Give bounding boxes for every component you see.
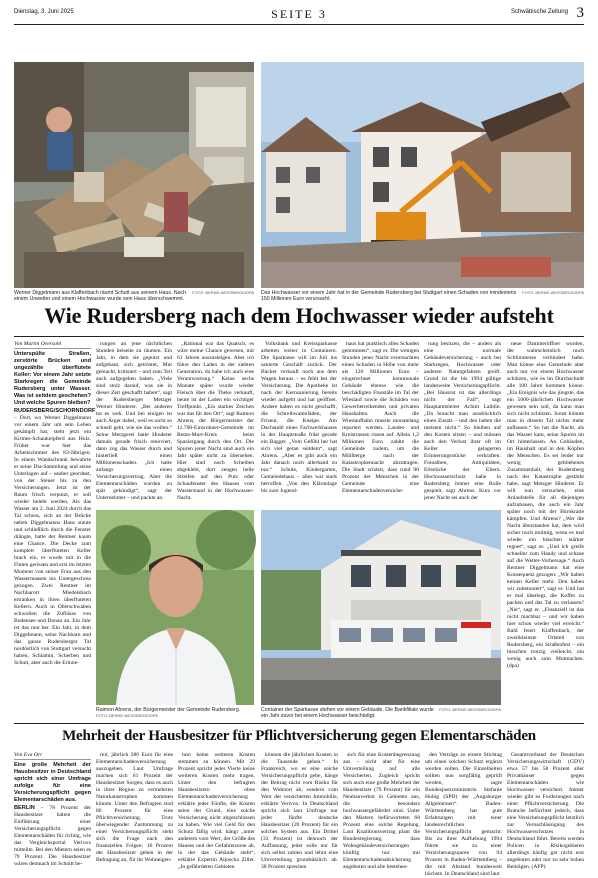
debris-image [14,62,254,288]
dateline: RUDERSBERG/SCHORNDORF [14,408,96,414]
page-number: 3 [576,5,584,21]
newspaper-name: Schwäbische Zeitung [510,9,568,15]
article-column-4: Volksbank und Kreissparkasse arbeiten weiter in Containern. Die Sparkasse will im Juli ins sanierte Geschäft zurück. Der Bäcker verkauft noch aus dem Wagen heraus – es fehlt bei der Versicherung. Die Apotheke ist nach der Kernsanierung bereits wieder aufgeht und hat geöffnet. Andere haben es nicht geschafft, die Schreibwarenläden, der Friseur, die Kneipe. Am Dachstuhl eines Fachwerkhauses in der Hauptstraße fräst gerade ein Bagger. „Vom Gefühl her hat sich viel getan seitdem“, sagt Ahrens. „Aber es gibt auch ein Jahr danach noch allerhand zu tun.“ Schule, Kindergarten, Gemeindehaus – alles war stark betroffen. „Von den Kläranlage bis zum Jugend- [261,341,337,494]
photo-demolition [261,62,584,288]
article-column-3: „Rational war das Quatsch, es wäre meine Chance gewesen, mit 61 Jahren auszusteigen. Aber ich führe den Laden in der siebten Generation, da habe ich auch eine Verantwortung.“ Keine sechs Monate später wurde wieder Fleisch über die Theke verkauft, heute ist der Laden ein wichtiger Treffpunkt. „Ein starkes Zeichen war das für den Ort“, sagt Raimon Ahrens, der Bürgermeister der 11.700-Einwohner-Gemeinde im Rems-Murr-Kreis beim Spaziergang durch den Ort. Die Spuren jener Nacht sind auch ein Jahr später nicht zu übersehen. Hier sind noch Scheiben abgeklebt, dort zeugen helle Streifen auf den Putz oder Schaufenster des Hauses vom Wasserstand in der Hochwasser-Nacht. [177,341,254,501]
article-lead: Unterspülte Straßen, zerstörte Brücken und ungezählte überflutete Keller: Vor einem Jahr setzte Starkregen die Gemeinde Rudersberg unter Wasser. Was ist seitdem geschehen? Und welche Spuren bleiben? [14,351,91,406]
article-column-7: neue Dammeröffner wurden, der wahrscheinlich noch Schlimmeres verhindert habe. Man könne eine Gemeinde aber auch nur vor einem Hochwasser schützen, wie es im Durchschnitt alle 100 Jahre kommen könne. „Ein Ereignis wie das jüngste, das ein 5000-jährlichen Hochwasser gewesen sein soll, da kann man sich nicht schützen. Sonst könnte man in diesem Tal nichts mehr aufbauen.“ So hat die Nacht, als das Wasser kam, seine Spuren im Ort hinterlassen. An Gebäuden, im Haushalt und in den Köpfen der Menschen. Es sei leider nur wenig gebliebenes Zusammenhalt, der Rudersberg nach der Katastrophe gestärkt habe, sagt Metzger Hinderer. Er will nun versuchen, eine Anlaufstelle für all diejenigen aufzubauen, die auch ein Jahr später noch mit der Bürokratie kämpfen. Und Ahrens? „Wer die Nacht überstanden hat, dem wird sicher noch mulmig, wenn es mal wieder ein bisschen stärker regnet“, sagt er. „Und ich greife schneller zum Handy und schaue auf die Wetter-Vorhersage.“ Auch Rentner Diggelmann hat eine Konsequenz gezogen: „Wir haben keinen Keller mehr. Den haben wir zubetoniert“, sagt er. Und hat er mal überlegt, die Koffer zu packen und das Tal zu verlassen? „Nie“, sagt er. „Finanziell ist das nicht machbar – und wir haben hier schon wieder viel erreicht.“ Bald feiert Klaffenbach, der zweitkleinste Ortsteil von Rudersberg, ein Straßenfest – ein bisschen trotzig vielleicht, ein wenig auch zum Mutmachen. (dpa) [507,341,584,669]
photo-caption-3: Raimon Ahrens, der Bürgermeister der Gemeinde Rudersberg. FOTO: BERND WEISSBROD/DPA [96,707,241,718]
photo-containers [261,510,501,705]
second-article-author: Von Eva Orr [14,752,91,760]
article-headline: Wie Rudersberg nach dem Hochwasser wieder aufsteht [44,303,554,328]
mayor-portrait [96,510,254,705]
article-column-6: rung besitzen, die – anders als eine normale Gebäudeversicherung – auch bei Starkregen, Hochwasser oder anderen Naturgefahren greift. Grund ist die bis 1994 gültige landesweite Versicherungspflicht. „Bei Hausrat ist das allerdings nicht der Fall“, sagt Hauptamtsleiter Achim Laiblin. „Da braucht man ausdrücklich einen Zusatz – und den haben die meisten nicht.“ So bleiben auf den Kosten sitzen – und müssen auch den Verlust ihrer oft im Keller gelagerten Erinnerungsstücke verkraften: Fotoalben, Antiquitäten, Erbstücke der Eltern. Hochwasserschutz habe in Rudersberg immer eine Rolle gespielt, sagt Ahrens. Kurz vor jener Nacht sei auch der [424,341,501,501]
second-dateline: BERLIN [14,805,35,811]
photo-credit-4: FOTO: BERND WEISSBROD/DPA [439,707,501,712]
article-author: Von Martin Oversohl [14,341,91,349]
containers-image [261,510,501,705]
second-article-column-4: können die jährlichen Kosten in die Tausende gehen.“ In Frankreich, wo es eine solche Versicherungspflicht gebe, hänge der Beitrag nicht vom Risiko für den Wohnort ab, sondern vom Wert der versicherten Immobilie, erklärte Verivox. In Deutschland spricht sich laut Umfrage nur jeder fünfte deutsche Hausbesitzer (20 Prozent) für ein solches System aus. Ein Drittel (33 Prozent) ist dennoch der Auffassung, jeder solle nur für sich selbst zahlen und lehnt eine Umverteilung grundsätzlich ab. 38 Prozent sprechen [261,752,338,870]
photo-mayor [96,510,254,705]
second-article-column-7: Gesamtverband der Deutschen Versicherungswirtschaft (GDV) etwa 57 bis 58 Prozent aller Privathäuser gegen Elementarschäden wie Hochwasser versichert. Immer wieder gibt es Forderungen nach einer Pflichtversicherung. Die Branche befürchtet jedoch, dass eine Versicherungspflicht letztlich zur Vernachlässigung des Hochwasserschutzes in Deutschland führt. Bereits werden Policen in Risikogebieten allerdings häufig gar nicht erst angeboten oder nur zu sehr hohen Beiträgen. (AFP) [507,752,584,870]
photo-caption-2: FOTO: BERND WEISSBROD/DPA Das Hochwasser vor einem Jahr hat in der Gemeinde Rudersberg bei Stuttgart einen Schaden von mindestens 150 Millionen Euro verursacht. [261,290,584,302]
article-separator [14,723,584,724]
second-article-column-1: Von Eva Orr Eine große Mehrheit der Hausbesitzer in Deutschland spricht sich einer Umfrage zufolge für eine Versicherungspflicht gegen Elementarschäden aus. BERLIN – 78 Prozent der Hausbesitzer halten die Einführung einer Versicherungspflicht gegen Elementarschäden für richtig, wie das Vergleichsportal Verivox mitteilte. Bei den Mietern seien es 79 Prozent. Die Hausbesitzer wären demnach im Schnitt be- [14,752,91,867]
photo-credit-3: FOTO: BERND WEISSBROD/DPA [96,713,158,718]
second-article-column-3: tum keine weiteren Kosten stemmen zu können. Mit 29 Prozent spricht jeder Vierte keine weiteren Kosten mehr tragen. Unter den befragten Hausbesitzern ohne Elementarschadenversicherung erklärte jeder Fünfte, die Kosten seien der Grund, eine solche Versicherung nicht abgeschlossen zu haben. Wie viel Geld für den Schutz fällig wird, hängt „unter anderem vom Wert, der Größe des Hauses und der Gefahrenzone ab, in der das Gebäude steht“, erklärte Expertin Aljoscha Ziller. „In gefährdeten Gebieten [178,752,255,870]
second-article-headline: Mehrheit der Hausbesitzer für Pflichtversicherung gegen Elementarschäden [62,728,536,744]
article-column-2: rungen an jene nächtlichen Stunden beiseite zu räumen. Ein Jahr, in dem sie geputzt und aufgebaut, sich getröstet, Mut gemacht, kritisiert – und zum Teil auch aufgegeben haben. „Viele sind stolz darauf, was sie in dieser Zeit geschafft haben“, sagt der Rudersberger Metzger Werner Hinderer. „Bei anderen tut es weh. Und bei einigen ist auch Ärger dabei, weil es nicht so schnell geht, wie sie das wollen.“ Seine Metzgerei hatte Hinderer damals gerade frisch renoviert, dann zog das Wasser durch und hinterließ einen Millionenschaden. „Ich hatte anfangs einen Versicherungsvertrag. Aber die Elementarschäden wurden zu spät gekündigt“, sagt der Unternehmer – und packte an. [96,341,172,501]
second-article-column-6: den Verträge zu einem Stichtag um einen solchen Schutz ergänzt werden sollen. Die Einzelheiten sollten nun sorgfältig geprüft werden, sagte Bundesjustizministerin Stefanie Hubig (SPD) der „Augsburger Allgemeinen“. Baden-Württemberg hat gute Erfahrungen mit einer landesrechtlichen Versicherungspflicht gemacht: Bis zu ihrer Aufhebung 1994 führte sie zu einer Versicherungsquote von 94 Prozent in Baden-Württemberg – die mit Abstand bundesweit höchste. In Deutschland sind laut [425,752,502,877]
issue-date: Dienstag, 3. Juni 2025 [14,9,74,15]
photo-credit-2: FOTO: BERND WEISSBROD/DPA [522,290,584,295]
second-article-column-2: reit, jährlich 286 Euro für eine Elementarschadenversicherung auszugeben. Laut Umfrage machen sich 61 Prozent der Hausbesitzer Sorgen, dass es auch in ihrer Region zu vermehrten Naturkatastrophen kommen könnte. Unter den Befragten sind 86 Prozent für eine Pflichtversicherung. Trotz überwiegender Zustimmung zu einer Versicherungspflicht steht sich die Frage nach den finanziellen Folgen: 16 Prozent der Hausbesitzer gehen in der Befragung an, für ihr Wohneigen- [96,752,173,863]
article-column-5: haus hat praktisch alles Schaden genommen“, sagt er. Die wenigen Stunden jener Nacht verursachten einen Schaden in Höhe von mehr als 120 Millionen Euro – eingerechnet kommunale Gebäude ebenso wie die beschädigten Flusstäle im Tal der Wieslauf sowie die Schäden von Gewerbetreibenden und privaten Haushalten. Auch die Wieslaufbahn musste monatelang repariert werden. Landes- und Kreistrassen rissen auf. Allein 1,2 Millionen Euro zahlte die Gemeinde zudem, um die Müllberge nach der Katastrophennacht abzutragen. Die Stadt schätzt, dass rund 90 Prozent der Menschen in der Gemeinde eine Elementarschadenversiche- [342,341,419,494]
photo-flood-debris [14,62,254,288]
headline-rule [14,336,584,337]
photo-caption-4: FOTO: BERND WEISSBROD/DPA Container der Sparkasse stehen vor einem Gebäude. Die Bankfiliale wurde ein Jahr zuvor bei einem Hochwasser beschädigt. [261,707,501,719]
section-title: SEITE 3 [271,7,327,21]
article-column-1: Von Martin Oversohl Unterspülte Straßen, zerstörte Brücken und ungezählte überflutete Keller: Vor einem Jahr setzte Starkregen die Gemeinde Rudersberg unter Wasser. Was ist seitdem geschehen? Und welche Spuren bleiben? RUDERSBERG/SCHORNDORF – Dort, wo Werner Diggelmann vor einem Jahr um sein Leben gekämpft hat, steht jetzt ein Kirmes-Schaukelpferd aus Holz. Früher war hier das Arbeitszimmer des 83-Jährigen. In einem Wandschrank bewahrte er seine Dia-Sammlung und seine Unterlagen auf – sauber geordnet, von der Steuer bis zu den Versicherungen. Jetzt ist der Raum frisch verputzt, er soll wieder belebt werden. Als das Wasser am 2. Juni 2024 durch das Tal schoss, sich an der Brücke neben Diggelmanns Haus staute und schließlich durch die Fenster drängte, hatte der Rentner kaum eine Chance. Die Decke zum komplett überfluteten Keller brach ein, er wurde mit in die Fluten gerissen und erst im letzten Moment von seiner Frau aus den Wassermassen ins Untergeschoss gezogen. Zwei Rentner im Nachbarort Miedelsbach ertranken in ihren überfluteten Kellern. Auch in Oberschwaben schwollen die Zuflüsse von Bodensee und Donau an. Ein Jahr ist das nun her. Ein Jahr, in dem Diggelmann, seine Nachbarn und das ganze Rudersberger Tal nordöstlich von Stuttgart versucht haben, Schlamm, Scherben und Schutt, aber auch die Erinne- [14,341,96,666]
photo-caption-1: FOTO: BERND WEISSBROD/DPA Werner Diggelmann aus Klaffenbach räumt Schutt aus seinem Haus. Nach einem Unwetter und einem Hochwasser wurde sein Haus überschwemmt. [14,290,254,302]
second-article-column-5: sich für eine Kostenbegrenzung aus – nicht aber für eine Umverteilung auf alle Versicherten. Zugleich spricht sich auch eine große Mehrheit der Hausbesitzer (79 Prozent) für ein Neubauverbot in Gebieten aus, die besonders hochwassergefährdet sind. Unter den Mietern befürworteten 68 Prozent eine solche Regelung. Laut Koalitionsvertrag plant die Bundesregierung, dass Wohngebäudeversicherungen künftig nur mit Elementarschadenabsicherung angeboten und alle bestehen- [343,752,420,870]
demolition-image [261,62,584,288]
page-header [14,6,584,25]
second-article-lead: Eine große Mehrheit der Hausbesitzer in Deutschland spricht sich einer Umfrage zufolge für eine Versicherungspflicht gegen Elementarschäden aus. [14,762,91,803]
photo-credit-1: FOTO: BERND WEISSBROD/DPA [192,290,254,295]
